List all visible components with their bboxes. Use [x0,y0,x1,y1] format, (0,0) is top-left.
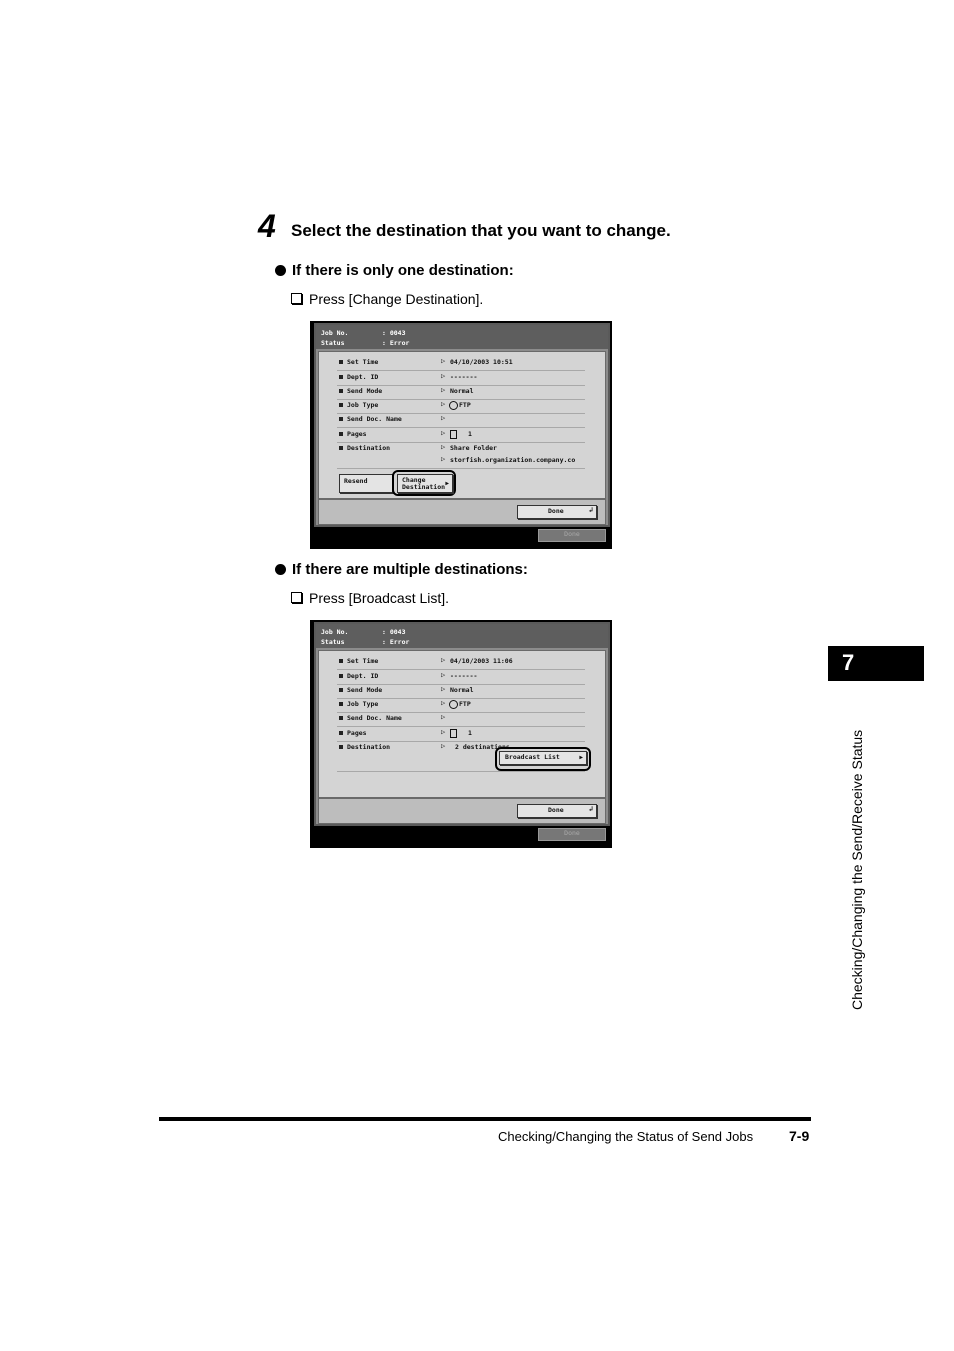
bullet-icon [275,265,286,276]
detail-row: Pages ▷ 1 [337,428,585,443]
destination-address-row: ▷ storfish.organization.company.co [337,454,585,469]
section1-heading: If there is only one destination: [275,262,514,280]
broadcast-list-button[interactable]: Broadcast List ▶ [499,751,587,765]
section2-heading: If there are multiple destinations: [275,561,528,579]
detail-row: Job Type ▷ FTP [337,698,585,713]
job-details [318,351,606,499]
job-details [318,650,606,798]
screen-footer [318,798,606,824]
screen-frame [314,622,610,826]
footer-title: Checking/Changing the Status of Send Jobs [498,1129,754,1144]
resend-button[interactable]: Resend [339,474,393,493]
checkbox-icon [291,293,302,304]
return-icon: ↲ [588,506,593,514]
side-chapter-title: Checking/Changing the Send/Receive Status [849,729,865,1010]
change-destination-button[interactable]: Change Destination ▶ [397,474,453,493]
job-header: Job No. : 0043 Status : Error [316,624,608,648]
bullet-icon [275,564,286,575]
section2-instruction: Press [Broadcast List]. [291,589,449,607]
ftp-icon [449,700,458,709]
triangle-right-icon: ▶ [445,480,449,487]
detail-row: Send Mode ▷ Normal [337,385,585,400]
step-heading: Select the destination that you want to change. [291,221,671,240]
ftp-icon [449,401,458,410]
detail-row: Dept. ID ▷ ------- [337,371,585,386]
detail-row: Destination ▷ 2 destinations [337,741,585,772]
done-button-ghost: Done [538,828,606,841]
page-icon [450,430,457,439]
return-icon: ↲ [588,805,593,813]
screen-multiple-destinations [310,620,612,848]
job-header: Job No. : 0043 Status : Error [316,325,608,349]
detail-row: Pages ▷ 1 [337,727,585,742]
chapter-tab: 7 [828,646,924,681]
checkbox-icon [291,592,302,603]
detail-row: Destination ▷ Share Folder [337,442,585,456]
done-button-ghost: Done [538,529,606,542]
detail-row: Send Doc. Name ▷ [337,413,585,428]
triangle-right-icon: ▶ [579,754,583,761]
detail-row: Dept. ID ▷ ------- [337,670,585,685]
detail-row: Job Type ▷ FTP [337,399,585,414]
done-button[interactable]: Done ↲ [517,505,597,519]
detail-row: Set Time ▷ 04/10/2003 11:06 [337,655,585,670]
footer-rule [159,1117,811,1121]
detail-row: Send Doc. Name ▷ [337,712,585,727]
detail-row: Set Time ▷ 04/10/2003 10:51 [337,356,585,371]
page-number: 7-9 [789,1128,810,1144]
screen-frame [314,323,610,527]
screen-single-destination [310,321,612,549]
step-number: 4 [258,208,276,244]
detail-row: Send Mode ▷ Normal [337,684,585,699]
screen-footer [318,499,606,525]
section1-instruction: Press [Change Destination]. [291,290,483,308]
done-button[interactable]: Done ↲ [517,804,597,818]
page-icon [450,729,457,738]
